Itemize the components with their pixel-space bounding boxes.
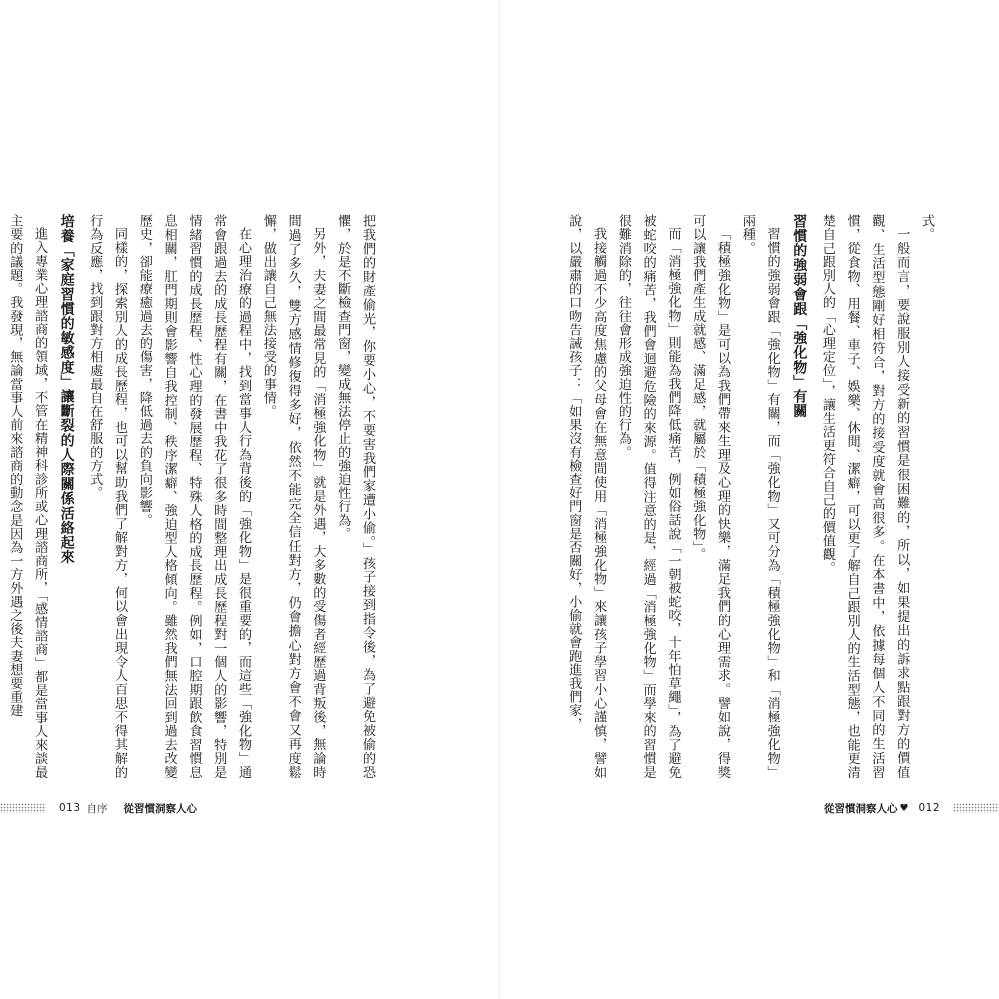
paragraph: 同樣的，探索別人的成長歷程，也可以幫助我們了解對方，何以會出現令人百思不得其解的行為反應，找到跟對方相處最自在舒服的方式。 <box>87 214 128 779</box>
section-heading: 習慣的強弱會跟「強化物」有關 <box>791 214 808 419</box>
left-page-footer <box>0 800 197 816</box>
left-page <box>0 0 499 999</box>
running-title: 從習慣洞察人心 <box>123 802 198 815</box>
dot-pattern-decoration <box>0 803 46 813</box>
right-page <box>500 0 999 999</box>
paragraph: 式。 <box>919 214 934 242</box>
paragraph: 進入專業心理諮商的領域，不管在精神科診所或心理諮商所，「感情諮商」都是當事人來談最主要的議題。我發現，無論當事人前來諮商的動念是因為一方外遇之後夫妻想要重建 <box>7 214 48 779</box>
paragraph: 一般而言，要說服別人接受新的習慣是很困難的，所以，如果提出的訴求點跟對方的價值觀、生活型態剛好相符合，對方的接受度就會高很多。在本書中，依據每個人不同的生活習慣，從食物、用餐、車子、娛樂、休閒、潔癖，可以更了解自己跟別人的生活型態，也能更清楚自己跟別人的「心理定位」，讓生活更符合自己的價值觀。 <box>819 214 910 779</box>
running-title: 從習慣洞察人心 <box>823 802 898 815</box>
left-page-body <box>7 214 379 779</box>
paragraph: 另外，夫妻之間最常見的「消極強化物」就是外遇，大多數的受傷者經歷過背叛後，無論時間過了多久，雙方感情修復得多好，依然不能完全信任對方，仍會擔心對方會不會又再度鬆懈，做出讓自己無法接受的事情。 <box>260 214 326 779</box>
paragraph: 把我們的財產偷光，你要小心，不要害我們家遭小偷。」孩子接到指令後，為了避免被偷的恐懼，於是不斷檢查門窗，變成無法停止的強迫性行為。 <box>335 214 375 779</box>
section-heading: 培養「家庭習慣的敏感度」讓斷裂的人際關係活絡起來 <box>58 214 75 565</box>
paragraph: 而「消極強化物」則能為我們降低痛苦，例如俗話說「一朝被蛇咬，十年怕草繩」，為了避免被蛇咬的痛苦，我們會迴避危險的來源。值得注意的是，經過「消極強化物」而學來的習慣是很難消除的，往往會形成強迫性的行為。 <box>615 214 681 779</box>
heart-icon: ♥ <box>899 802 909 814</box>
dot-pattern-decoration <box>953 803 999 813</box>
paragraph: 在心理治療的過程中，找到當事人行為背後的「強化物」是很重要的，而這些「強化物」通常會跟過去的成長歷程有關，在書中我花了很多時間整理出成長歷程對一個人的影響，特別是情緒習慣的成長歷程、性心理的發展歷程、特殊人格的成長歷程。例如，口腔期跟飲食習慣息息相關，肛門期則會影響自我控制、秩序潔癖、強迫型人格傾向。雖然我們無法回到過去改變歷史，卻能療癒過去的傷害，降低過去的負向影響。 <box>136 214 252 779</box>
right-page-footer <box>824 800 999 816</box>
paragraph: 習慣的強弱會跟「強化物」有關，而「強化物」又可分為「積極強化物」和「消極強化物」兩種。 <box>739 214 780 779</box>
paragraph: 我接觸過不少高度焦慮的父母會在無意間使用「消極強化物」來讓孩子學習小心謹慎，譬如說，以嚴肅的口吻告誡孩子：「如果沒有檢查好門窗是否關好，小偷就會跑進我們家， <box>566 214 607 779</box>
paragraph: 「積極強化物」是可以為我們帶來生理及心理的快樂，滿足我們的心理需求。譬如說，得獎可以讓我們產生成就感、滿足感，就屬於「積極強化物」。 <box>690 214 731 779</box>
page-number: 013 <box>59 802 81 814</box>
section-label: 自序 <box>86 802 108 815</box>
right-page-body <box>566 214 938 779</box>
page-number: 012 <box>918 802 940 814</box>
